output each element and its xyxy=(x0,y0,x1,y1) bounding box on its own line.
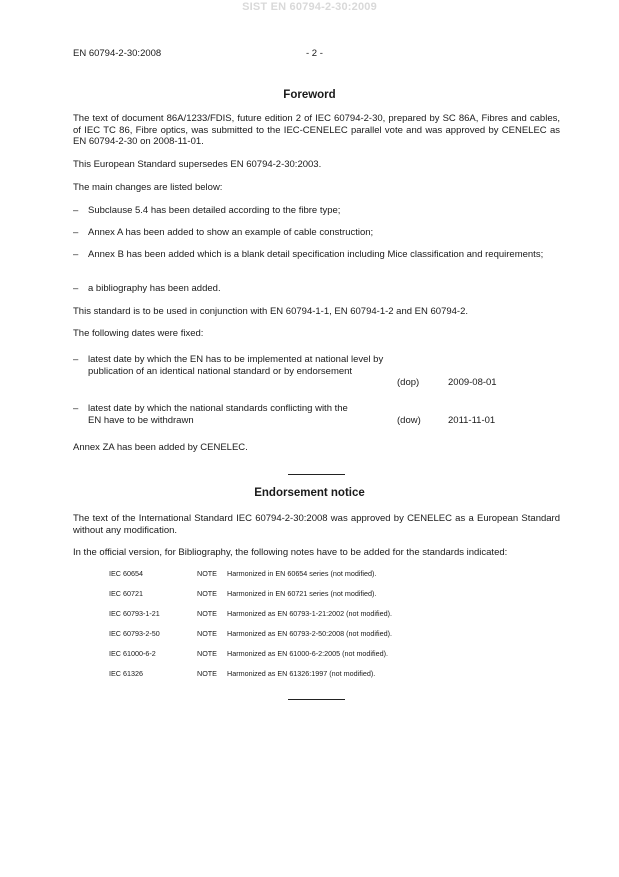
note-label: NOTE xyxy=(197,609,217,618)
note-label: NOTE xyxy=(197,649,217,658)
date-value: 2009-08-01 xyxy=(448,377,497,388)
note-standard: IEC 60654 xyxy=(109,569,143,578)
note-text: Harmonized as EN 61326:1997 (not modified). xyxy=(227,669,376,678)
date-description: latest date by which the national standards conflicting with the EN have to be withdrawn xyxy=(88,403,348,426)
note-row xyxy=(109,629,529,638)
note-standard: IEC 61326 xyxy=(109,669,143,678)
endorsement-paragraph-2: In the official version, for Bibliography, the following notes have to be added for the standards indicated: xyxy=(73,547,508,558)
date-code: (dow) xyxy=(397,414,421,426)
note-label: NOTE xyxy=(197,669,217,678)
change-item-text: Annex A has been added to show an example of cable construction; xyxy=(88,227,374,238)
change-item-text: Subclause 5.4 has been detailed according to the fibre type; xyxy=(88,205,341,216)
page-number: - 2 - xyxy=(306,48,323,59)
note-row xyxy=(109,669,529,678)
list-dash: – xyxy=(73,283,79,294)
note-text: Harmonized as EN 60793-1-21:2002 (not modified). xyxy=(227,609,393,618)
date-code: (dop) xyxy=(397,377,420,388)
watermark: SIST EN 60794-2-30:2009 xyxy=(242,1,377,13)
note-label: NOTE xyxy=(197,569,217,578)
foreword-paragraph-3: The main changes are listed below: xyxy=(73,182,223,193)
foreword-paragraph-4: This standard is to be used in conjunction with EN 60794-1-1, EN 60794-1-2 and EN 60794-2. xyxy=(73,306,469,317)
note-row xyxy=(109,569,529,578)
list-dash: – xyxy=(73,205,79,216)
note-row xyxy=(109,649,529,658)
list-dash: – xyxy=(73,249,79,260)
endorsement-paragraph-1: The text of the International Standard IEC 60794-2-30:2008 was approved by CENELEC as a European Standard without any modification. xyxy=(73,513,560,536)
foreword-paragraph-2: This European Standard supersedes EN 60794-2-30:2003. xyxy=(73,159,322,170)
foreword-paragraph-5: The following dates were fixed: xyxy=(73,328,204,339)
list-dash: – xyxy=(73,354,79,365)
note-standard: IEC 60721 xyxy=(109,589,143,598)
note-standard: IEC 61000-6-2 xyxy=(109,649,156,658)
note-text: Harmonized in EN 60721 series (not modified). xyxy=(227,589,377,598)
endorsement-title: Endorsement notice xyxy=(254,487,365,499)
date-value: 2011-11-01 xyxy=(448,414,496,426)
note-standard: IEC 60793-1-21 xyxy=(109,609,160,618)
foreword-paragraph-6: Annex ZA has been added by CENELEC. xyxy=(73,442,248,453)
note-row xyxy=(109,609,529,618)
section-divider xyxy=(288,699,345,700)
change-item-text: Annex B has been added which is a blank detail specification including Mice classification and requirements; xyxy=(88,249,544,260)
note-standard: IEC 60793-2-50 xyxy=(109,629,160,638)
note-label: NOTE xyxy=(197,629,217,638)
list-dash: – xyxy=(73,403,79,414)
foreword-title: Foreword xyxy=(283,89,336,101)
date-description: latest date by which the EN has to be implemented at national level by publication of an identical national standard or by endorsement xyxy=(88,354,384,377)
note-text: Harmonized in EN 60654 series (not modified). xyxy=(227,569,377,578)
list-dash: – xyxy=(73,227,79,238)
note-text: Harmonized as EN 60793-2-50:2008 (not modified). xyxy=(227,629,393,638)
change-item-text: a bibliography has been added. xyxy=(88,283,221,294)
note-label: NOTE xyxy=(197,589,217,598)
note-text: Harmonized as EN 61000-6-2:2005 (not modified). xyxy=(227,649,389,658)
document-id: EN 60794-2-30:2008 xyxy=(73,48,162,59)
note-row xyxy=(109,589,529,598)
foreword-paragraph-1: The text of document 86A/1233/FDIS, future edition 2 of IEC 60794-2-30, prepared by SC 86A, Fibres and cables, of IEC TC 86, Fibre optics, was submitted to the IEC-CENELEC parallel vote and was approved by CENELEC as EN 60794-2-30 on 2008-11-01. xyxy=(73,113,560,147)
section-divider xyxy=(288,474,345,475)
